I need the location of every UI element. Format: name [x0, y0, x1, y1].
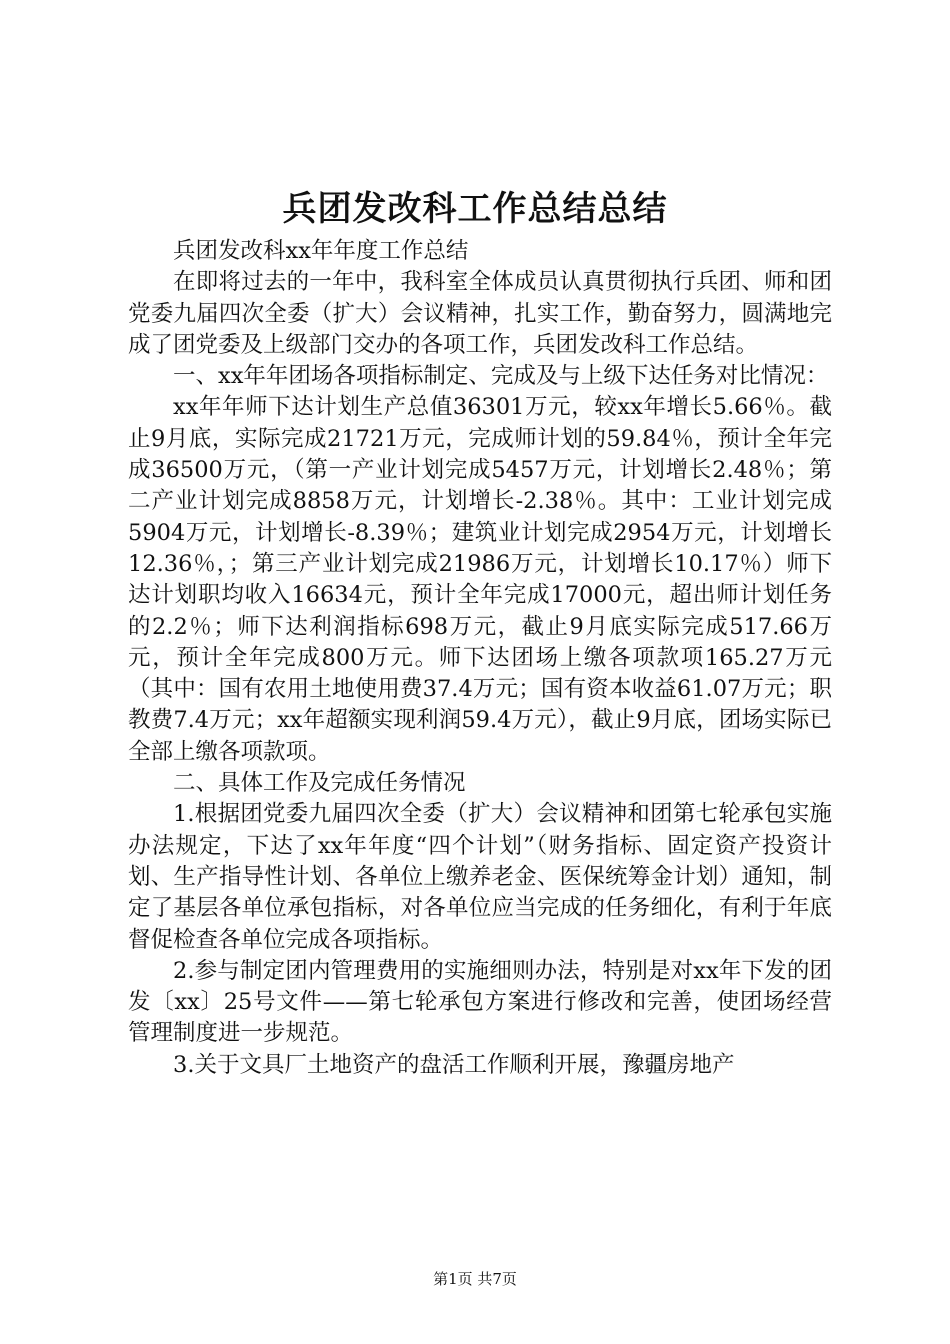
paragraph-figures: xx年年师下达计划生产总值36301万元，较xx年增长5.66％。截止9月底，实际完成21721万元，完成师计划的59.84％，预计全年完成36500万元，（第一产业计划完成5457万元，计划增长2.48％；第二产业计划完成8858万元，计划增长-2.38％。其中：工业计划完成5904万元，计划增长-8.39％；建筑业计划完成2954万元，计划增长12.36％，；第三产业计划完成21986万元，计划增长10.17％）师下达计划职均收入16634元，预计全年完成17000元，超出师计划任务的2.2％；师下达利润指标698万元，截止9月底实际完成517.66万元，预计全年完成800万元。师下达团场上缴各项款项165.27万元（其中：国有农用土地使用费37.4万元；国有资本收益61.07万元；职教费7.4万元；xx年超额实现利润59.4万元），截止9月底，团场实际已全部上缴各项款项。 [128, 394, 832, 765]
section-heading-2: 二、具体工作及完成任务情况 [173, 770, 466, 797]
section-heading-1: 一、xx年年团场各项指标制定、完成及与上级下达任务对比情况： [173, 363, 829, 390]
paragraph-item-1: 1.根据团党委九届四次全委（扩大）会议精神和团第七轮承包实施办法规定，下达了xx年年度“四个计划”（财务指标、固定资产投资计划、生产指导性计划、各单位上缴养老金、医保统筹金计划）通知，制定了基层各单位承包指标，对各单位应当完成的任务细化，有利于年底督促检查各单位完成各项指标。 [128, 801, 832, 953]
paragraph-subtitle: 兵团发改科xx年年度工作总结 [173, 238, 469, 264]
document-body [128, 236, 832, 1081]
paragraph-item-3: 3.关于文具厂土地资产的盘活工作顺利开展，豫疆房地产 [173, 1051, 735, 1078]
document-title: 兵团发改科工作总结总结 [282, 189, 668, 229]
page-number: 第1页 共7页 [433, 1270, 517, 1288]
paragraph-item-2: 2.参与制定团内管理费用的实施细则办法，特别是对xx年下发的团发〔xx〕25号文件——第七轮承包方案进行修改和完善，使团场经营管理制度进一步规范。 [128, 957, 832, 1047]
paragraph-intro: 在即将过去的一年中，我科室全体成员认真贯彻执行兵团、师和团党委九届四次全委（扩大）会议精神，扎实工作，勤奋努力，圆满地完成了团党委及上级部门交办的各项工作，兵团发改科工作总结。 [128, 269, 832, 358]
